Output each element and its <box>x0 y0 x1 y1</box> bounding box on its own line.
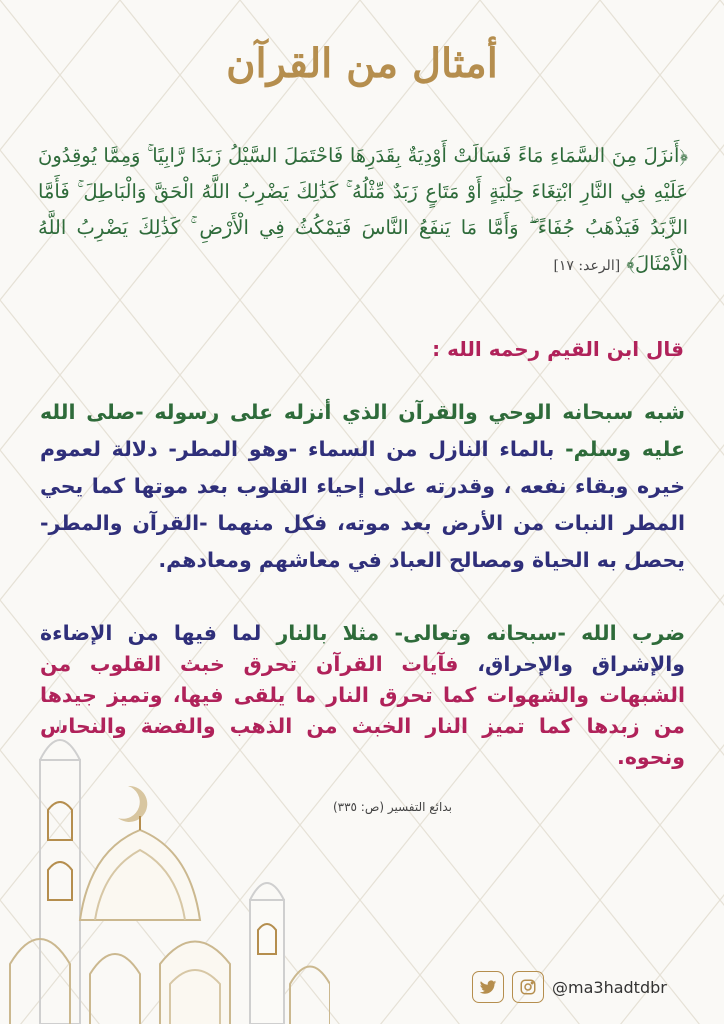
paragraph2-highlight: ضرب الله -سبحانه وتعالى- مثلا بالنار <box>276 621 686 645</box>
mosque-illustration <box>0 720 330 1024</box>
paragraph1-highlight: شبه سبحانه الوحي والقرآن الذي أنزله على رسوله -صلى الله عليه وسلم- <box>40 400 685 461</box>
instagram-icon[interactable] <box>512 971 544 1003</box>
paragraph1-body: بالماء النازل من السماء -وهو المطر- دلالة لعموم خيره وبقاء نفعه ، وقدرته على إحياء القلوب بعد موتها كما يحي المطر النبات من الأرض بعد موته، فكل منهما -القرآن والمطر- يحصل به الحياة ومصالح العباد في معاشهم ومعادهم. <box>40 437 685 572</box>
explanation-paragraph-1 <box>40 394 685 579</box>
quran-verse-text: ﴿أَنزَلَ مِنَ السَّمَاءِ مَاءً فَسَالَتْ أَوْدِيَةٌ بِقَدَرِهَا فَاحْتَمَلَ السَّيْلُ زَبَدًا رَّابِيًا ۚ وَمِمَّا يُوقِدُونَ عَلَيْهِ فِي النَّارِ ابْتِغَاءَ حِلْيَةٍ أَوْ مَتَاعٍ زَبَدٌ مِّثْلُهُ ۚ كَذَٰلِكَ يَضْرِبُ اللَّهُ الْحَقَّ وَالْبَاطِلَ ۚ فَأَمَّا الزَّبَدُ فَيَذْهَبُ جُفَاءً ۖ وَأَمَّا مَا يَنفَعُ النَّاسَ فَيَمْكُثُ فِي الْأَرْضِ ۚ كَذَٰلِكَ يَضْرِبُ اللَّهُ الْأَمْثَالَ﴾ <box>38 144 688 275</box>
quote-attribution: قال ابن القيم رحمه الله : <box>432 337 684 361</box>
social-handle[interactable]: @ma3hadtdbr <box>552 977 667 997</box>
paragraph2-emphasis: فآيات القرآن تحرق خبث القلوب من الشبهات والشهوات كما تحرق النار ما يلقى فيها، وتميز جيدها من زبدها كما تميز النار الخبث من الذهب والفضة والنحاس ونحوه. <box>40 652 685 769</box>
twitter-bird-icon[interactable] <box>472 971 504 1003</box>
quran-verse-block <box>38 138 688 284</box>
paragraph2-body: لما فيها من الإضاءة والإشراق والإحراق، <box>40 621 685 676</box>
social-bar <box>472 970 667 1004</box>
page-title: أمثال من القرآن <box>226 40 498 87</box>
source-citation: بدائع التفسير (ص: ٣٣٥) <box>332 800 452 814</box>
verse-reference: [الرعد: ١٧] <box>553 258 621 274</box>
